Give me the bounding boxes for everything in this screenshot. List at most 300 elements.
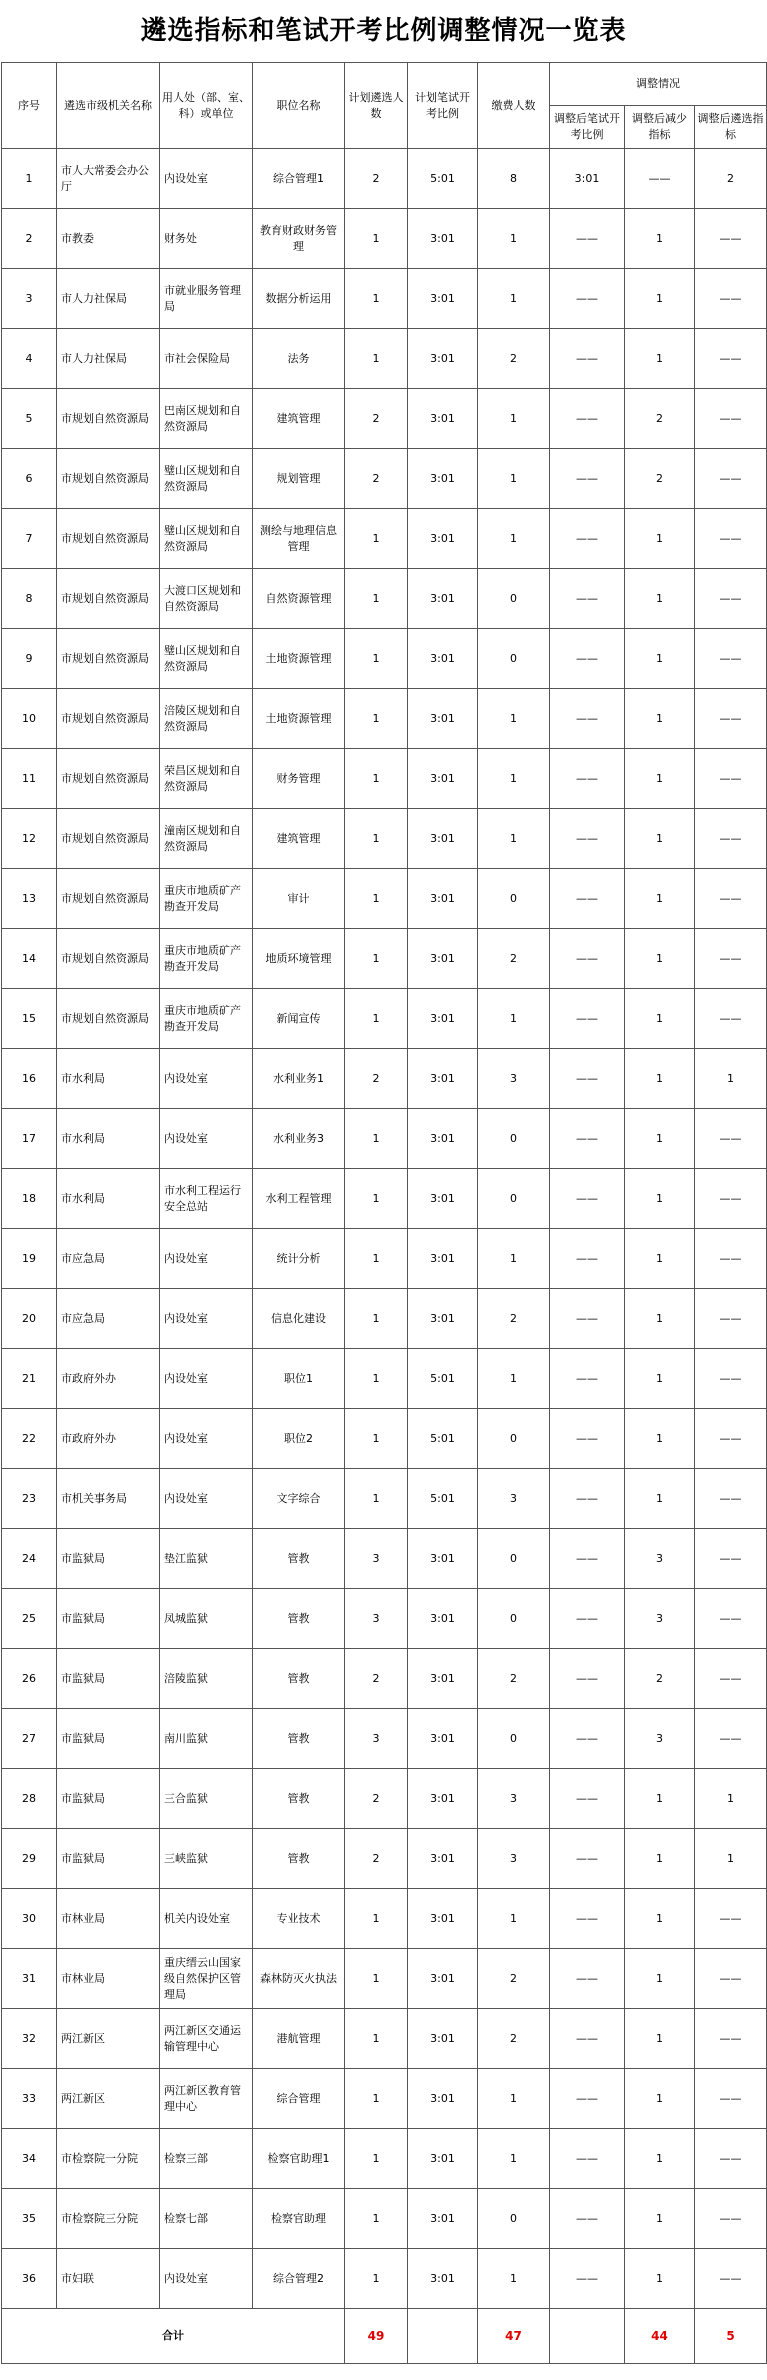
cell-paid: 1 [478,1889,550,1949]
cell-position: 水利业务3 [253,1109,345,1169]
table-row [2,809,767,869]
cell-org: 市水利局 [57,1049,160,1109]
cell-adj-reduced: 1 [625,269,695,329]
cell-unit: 璧山区规划和自然资源局 [160,509,253,569]
table-row [2,269,767,329]
cell-org: 市规划自然资源局 [57,989,160,1049]
cell-paid: 2 [478,1649,550,1709]
header-adjust-group: 调整情况 [550,63,767,106]
cell-paid: 2 [478,2009,550,2069]
cell-adj-reduced: 3 [625,1589,695,1649]
cell-org: 市规划自然资源局 [57,869,160,929]
cell-unit: 检察七部 [160,2189,253,2249]
cell-adj-ratio: —— [550,1829,625,1889]
cell-plan-ratio: 3:01 [408,1829,478,1889]
cell-plan-ratio: 3:01 [408,1769,478,1829]
cell-plan-ratio: 3:01 [408,2249,478,2309]
cell-position: 综合管理1 [253,149,345,209]
cell-unit: 凤城监狱 [160,1589,253,1649]
cell-plan-ratio: 3:01 [408,1169,478,1229]
cell-adj-reduced: 1 [625,1889,695,1949]
cell-adj-plan: —— [695,1889,767,1949]
cell-adj-ratio: —— [550,329,625,389]
cell-adj-ratio: —— [550,1889,625,1949]
cell-unit: 重庆市地质矿产勘查开发局 [160,869,253,929]
cell-position: 文字综合 [253,1469,345,1529]
header-plan-count: 计划遴选人数 [345,63,408,149]
cell-seq: 8 [2,569,57,629]
cell-adj-ratio: —— [550,1709,625,1769]
cell-position: 检察官助理1 [253,2129,345,2189]
cell-plan-ratio: 5:01 [408,1469,478,1529]
cell-adj-reduced: 1 [625,1229,695,1289]
cell-org: 市人力社保局 [57,269,160,329]
cell-plan-count: 2 [345,1049,408,1109]
cell-plan-count: 1 [345,989,408,1049]
header-unit: 用人处（部、室、科）或单位 [160,63,253,149]
cell-seq: 31 [2,1949,57,2009]
cell-seq: 33 [2,2069,57,2129]
cell-org: 市林业局 [57,1889,160,1949]
cell-seq: 36 [2,2249,57,2309]
cell-plan-count: 2 [345,1769,408,1829]
table-row [2,569,767,629]
cell-seq: 32 [2,2009,57,2069]
cell-unit: 璧山区规划和自然资源局 [160,449,253,509]
cell-plan-count: 2 [345,1829,408,1889]
cell-adj-reduced: 1 [625,1949,695,2009]
cell-seq: 20 [2,1289,57,1349]
cell-adj-ratio: —— [550,929,625,989]
cell-plan-ratio: 3:01 [408,2069,478,2129]
cell-paid: 1 [478,1229,550,1289]
cell-adj-reduced: 2 [625,1649,695,1709]
cell-adj-plan: —— [695,1289,767,1349]
cell-adj-plan: —— [695,1709,767,1769]
cell-org: 市监狱局 [57,1709,160,1769]
cell-position: 港航管理 [253,2009,345,2069]
cell-position: 职位1 [253,1349,345,1409]
cell-adj-plan: —— [695,1949,767,2009]
cell-paid: 1 [478,1349,550,1409]
cell-plan-ratio: 3:01 [408,509,478,569]
cell-paid: 1 [478,509,550,569]
cell-unit: 内设处室 [160,149,253,209]
cell-adj-plan: —— [695,1409,767,1469]
cell-position: 规划管理 [253,449,345,509]
cell-org: 市人大常委会办公厅 [57,149,160,209]
cell-adj-plan: —— [695,809,767,869]
cell-org: 市机关事务局 [57,1469,160,1529]
total-plan: 49 [345,2309,408,2364]
cell-adj-ratio: —— [550,1649,625,1709]
cell-adj-ratio: —— [550,749,625,809]
cell-org: 市检察院三分院 [57,2189,160,2249]
cell-org: 市林业局 [57,1949,160,2009]
cell-plan-count: 2 [345,389,408,449]
table-row [2,629,767,689]
cell-adj-reduced: 1 [625,2009,695,2069]
cell-org: 两江新区 [57,2009,160,2069]
cell-org: 市监狱局 [57,1649,160,1709]
cell-adj-reduced: 1 [625,569,695,629]
cell-plan-ratio: 3:01 [408,1589,478,1649]
cell-plan-ratio: 3:01 [408,1889,478,1949]
cell-adj-plan: —— [695,929,767,989]
cell-adj-ratio: —— [550,389,625,449]
cell-plan-ratio: 3:01 [408,989,478,1049]
cell-plan-count: 1 [345,209,408,269]
cell-adj-ratio: —— [550,1229,625,1289]
cell-adj-reduced: 3 [625,1529,695,1589]
cell-adj-plan: —— [695,1649,767,1709]
cell-adj-ratio: —— [550,2129,625,2189]
header-seq: 序号 [2,63,57,149]
cell-adj-ratio: —— [550,449,625,509]
cell-unit: 两江新区交通运输管理中心 [160,2009,253,2069]
cell-position: 专业技术 [253,1889,345,1949]
cell-unit: 内设处室 [160,1349,253,1409]
table-row [2,1769,767,1829]
cell-adj-plan: 1 [695,1829,767,1889]
cell-unit: 荣昌区规划和自然资源局 [160,749,253,809]
cell-unit: 内设处室 [160,1409,253,1469]
cell-position: 测绘与地理信息管理 [253,509,345,569]
cell-unit: 内设处室 [160,1289,253,1349]
cell-adj-plan: —— [695,389,767,449]
cell-adj-reduced: 1 [625,2189,695,2249]
cell-position: 土地资源管理 [253,629,345,689]
cell-plan-count: 1 [345,509,408,569]
cell-position: 水利工程管理 [253,1169,345,1229]
cell-paid: 1 [478,2069,550,2129]
cell-plan-ratio: 3:01 [408,329,478,389]
cell-plan-ratio: 3:01 [408,569,478,629]
cell-adj-plan: —— [695,1109,767,1169]
cell-position: 财务管理 [253,749,345,809]
cell-plan-count: 1 [345,2009,408,2069]
table-row [2,2069,767,2129]
cell-adj-ratio: —— [550,1169,625,1229]
cell-paid: 0 [478,629,550,689]
cell-adj-reduced: 1 [625,1829,695,1889]
cell-paid: 1 [478,809,550,869]
cell-paid: 2 [478,1289,550,1349]
cell-adj-reduced: 1 [625,2129,695,2189]
cell-unit: 重庆市地质矿产勘查开发局 [160,929,253,989]
cell-seq: 10 [2,689,57,749]
cell-adj-reduced: 2 [625,449,695,509]
cell-adj-reduced: 1 [625,809,695,869]
cell-position: 统计分析 [253,1229,345,1289]
cell-plan-ratio: 3:01 [408,209,478,269]
cell-unit: 内设处室 [160,1049,253,1109]
table-body [2,149,767,2309]
cell-unit: 潼南区规划和自然资源局 [160,809,253,869]
cell-org: 市检察院一分院 [57,2129,160,2189]
cell-adj-plan: —— [695,869,767,929]
cell-plan-ratio: 3:01 [408,1289,478,1349]
cell-position: 职位2 [253,1409,345,1469]
cell-plan-count: 1 [345,1289,408,1349]
cell-plan-count: 1 [345,929,408,989]
cell-org: 市政府外办 [57,1409,160,1469]
cell-adj-ratio: —— [550,989,625,1049]
cell-paid: 3 [478,1049,550,1109]
cell-seq: 23 [2,1469,57,1529]
cell-adj-reduced: 1 [625,869,695,929]
cell-unit: 三合监狱 [160,1769,253,1829]
table-row [2,1049,767,1109]
cell-adj-ratio: 3:01 [550,149,625,209]
cell-plan-count: 1 [345,2069,408,2129]
cell-plan-count: 1 [345,869,408,929]
cell-position: 土地资源管理 [253,689,345,749]
cell-unit: 市就业服务管理局 [160,269,253,329]
cell-unit: 垫江监狱 [160,1529,253,1589]
cell-adj-ratio: —— [550,1109,625,1169]
cell-paid: 1 [478,989,550,1049]
cell-seq: 1 [2,149,57,209]
total-empty-adj-ratio [550,2309,625,2364]
cell-paid: 1 [478,2129,550,2189]
cell-position: 数据分析运用 [253,269,345,329]
cell-unit: 内设处室 [160,2249,253,2309]
cell-plan-ratio: 3:01 [408,1949,478,2009]
cell-adj-ratio: —— [550,2249,625,2309]
cell-seq: 35 [2,2189,57,2249]
cell-adj-plan: —— [695,269,767,329]
cell-paid: 0 [478,1589,550,1649]
cell-seq: 25 [2,1589,57,1649]
table-row [2,1829,767,1889]
cell-seq: 22 [2,1409,57,1469]
cell-adj-ratio: —— [550,1289,625,1349]
cell-plan-count: 1 [345,2129,408,2189]
cell-unit: 两江新区教育管理中心 [160,2069,253,2129]
cell-adj-plan: 1 [695,1769,767,1829]
cell-adj-ratio: —— [550,209,625,269]
cell-adj-plan: —— [695,1589,767,1649]
header-position: 职位名称 [253,63,345,149]
cell-adj-ratio: —— [550,2009,625,2069]
table-row [2,1889,767,1949]
cell-plan-count: 1 [345,2189,408,2249]
cell-adj-reduced: 1 [625,689,695,749]
cell-paid: 0 [478,2189,550,2249]
cell-org: 市规划自然资源局 [57,389,160,449]
table-row [2,1409,767,1469]
cell-plan-ratio: 3:01 [408,809,478,869]
cell-paid: 3 [478,1469,550,1529]
table-row [2,1649,767,1709]
cell-adj-ratio: —— [550,629,625,689]
cell-paid: 0 [478,1109,550,1169]
cell-org: 市教委 [57,209,160,269]
cell-org: 市人力社保局 [57,329,160,389]
cell-paid: 3 [478,1829,550,1889]
cell-org: 市规划自然资源局 [57,929,160,989]
cell-paid: 1 [478,749,550,809]
cell-paid: 0 [478,869,550,929]
cell-plan-count: 1 [345,809,408,869]
cell-adj-plan: —— [695,989,767,1049]
cell-org: 市妇联 [57,2249,160,2309]
cell-position: 建筑管理 [253,809,345,869]
cell-adj-reduced: 1 [625,1169,695,1229]
cell-plan-ratio: 5:01 [408,1409,478,1469]
table-row [2,1529,767,1589]
table-row [2,1229,767,1289]
cell-position: 管教 [253,1649,345,1709]
cell-adj-plan: —— [695,1349,767,1409]
table-row [2,2249,767,2309]
cell-seq: 13 [2,869,57,929]
table-row [2,509,767,569]
cell-position: 教育财政财务管理 [253,209,345,269]
cell-adj-reduced: 1 [625,209,695,269]
cell-seq: 34 [2,2129,57,2189]
cell-seq: 15 [2,989,57,1049]
cell-paid: 2 [478,329,550,389]
table-row [2,209,767,269]
cell-org: 市规划自然资源局 [57,629,160,689]
cell-unit: 巴南区规划和自然资源局 [160,389,253,449]
table-row [2,1169,767,1229]
cell-plan-count: 1 [345,1949,408,2009]
table-row [2,1109,767,1169]
cell-org: 市监狱局 [57,1829,160,1889]
cell-adj-reduced: 1 [625,1349,695,1409]
cell-plan-count: 2 [345,1649,408,1709]
cell-adj-ratio: —— [550,689,625,749]
cell-adj-plan: —— [695,449,767,509]
cell-adj-plan: —— [695,2009,767,2069]
cell-org: 市政府外办 [57,1349,160,1409]
cell-adj-ratio: —— [550,1469,625,1529]
cell-plan-ratio: 3:01 [408,1649,478,1709]
cell-unit: 内设处室 [160,1109,253,1169]
cell-position: 自然资源管理 [253,569,345,629]
cell-seq: 5 [2,389,57,449]
cell-unit: 内设处室 [160,1469,253,1529]
cell-adj-plan: —— [695,209,767,269]
cell-position: 信息化建设 [253,1289,345,1349]
table-row [2,1949,767,2009]
cell-adj-plan: —— [695,1229,767,1289]
table-row [2,869,767,929]
cell-seq: 21 [2,1349,57,1409]
cell-adj-plan: —— [695,1529,767,1589]
cell-org: 市规划自然资源局 [57,689,160,749]
cell-position: 综合管理2 [253,2249,345,2309]
cell-position: 水利业务1 [253,1049,345,1109]
cell-unit: 市社会保险局 [160,329,253,389]
cell-adj-reduced: 1 [625,1469,695,1529]
cell-position: 建筑管理 [253,389,345,449]
cell-unit: 重庆缙云山国家级自然保护区管理局 [160,1949,253,2009]
cell-org: 市应急局 [57,1229,160,1289]
cell-org: 市监狱局 [57,1769,160,1829]
cell-paid: 1 [478,389,550,449]
table-row [2,929,767,989]
cell-adj-ratio: —— [550,569,625,629]
cell-plan-count: 1 [345,1469,408,1529]
total-paid: 47 [478,2309,550,2364]
table-row [2,689,767,749]
cell-plan-count: 1 [345,629,408,689]
cell-adj-ratio: —— [550,2189,625,2249]
cell-paid: 2 [478,1949,550,2009]
cell-adj-reduced: 1 [625,1049,695,1109]
cell-adj-ratio: —— [550,1949,625,2009]
cell-adj-reduced: 2 [625,389,695,449]
cell-paid: 1 [478,2249,550,2309]
cell-paid: 1 [478,689,550,749]
cell-adj-ratio: —— [550,269,625,329]
cell-plan-count: 3 [345,1529,408,1589]
cell-seq: 16 [2,1049,57,1109]
cell-adj-reduced: 3 [625,1709,695,1769]
cell-org: 市规划自然资源局 [57,749,160,809]
cell-position: 法务 [253,329,345,389]
cell-unit: 内设处室 [160,1229,253,1289]
cell-paid: 0 [478,569,550,629]
cell-plan-ratio: 3:01 [408,1709,478,1769]
cell-adj-ratio: —— [550,1529,625,1589]
cell-adj-reduced: 1 [625,929,695,989]
cell-plan-count: 1 [345,1349,408,1409]
cell-plan-count: 1 [345,2249,408,2309]
cell-seq: 14 [2,929,57,989]
cell-plan-ratio: 3:01 [408,1529,478,1589]
cell-paid: 2 [478,929,550,989]
cell-adj-plan: —— [695,2129,767,2189]
cell-plan-ratio: 5:01 [408,1349,478,1409]
cell-seq: 3 [2,269,57,329]
cell-adj-reduced: 1 [625,989,695,1049]
cell-org: 市规划自然资源局 [57,569,160,629]
cell-adj-reduced: 1 [625,329,695,389]
table-row [2,2189,767,2249]
cell-unit: 重庆市地质矿产勘查开发局 [160,989,253,1049]
cell-adj-reduced: 1 [625,1409,695,1469]
cell-plan-count: 1 [345,689,408,749]
cell-adj-ratio: —— [550,1769,625,1829]
cell-position: 综合管理 [253,2069,345,2129]
cell-seq: 4 [2,329,57,389]
cell-plan-count: 1 [345,329,408,389]
cell-plan-count: 1 [345,1109,408,1169]
cell-seq: 6 [2,449,57,509]
cell-plan-ratio: 3:01 [408,1229,478,1289]
cell-unit: 大渡口区规划和自然资源局 [160,569,253,629]
cell-adj-plan: —— [695,2069,767,2129]
cell-unit: 市水利工程运行安全总站 [160,1169,253,1229]
cell-unit: 三峡监狱 [160,1829,253,1889]
cell-position: 森林防灭火执法 [253,1949,345,2009]
cell-org: 市规划自然资源局 [57,449,160,509]
cell-plan-count: 2 [345,149,408,209]
header-paid: 缴费人数 [478,63,550,149]
cell-seq: 17 [2,1109,57,1169]
cell-adj-ratio: —— [550,2069,625,2129]
cell-adj-plan: 2 [695,149,767,209]
cell-position: 审计 [253,869,345,929]
cell-unit: 涪陵区规划和自然资源局 [160,689,253,749]
cell-adj-plan: —— [695,689,767,749]
cell-paid: 1 [478,449,550,509]
